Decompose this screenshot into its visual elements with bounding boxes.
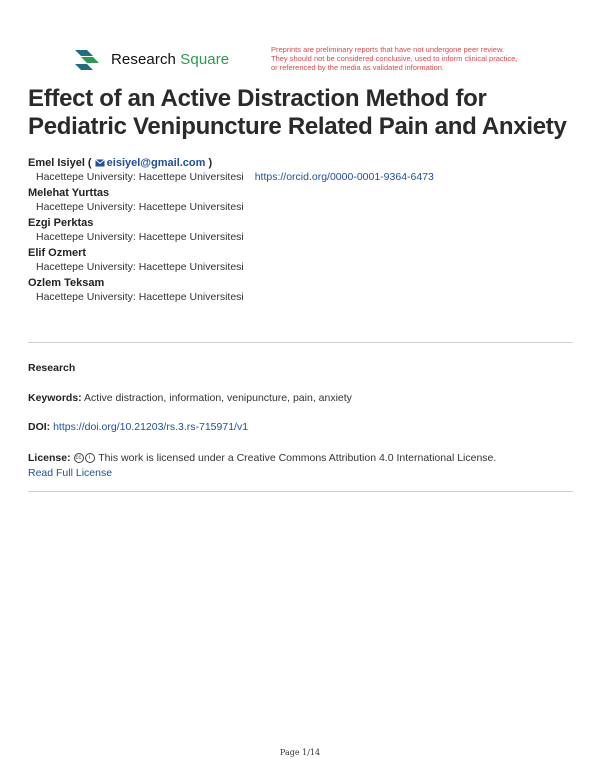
notice-line: They should not be considered conclusive, used to inform clinical practice, [271,54,518,63]
doi: DOI: https://doi.org/10.21203/rs.3.rs-715971/v1 [28,421,249,433]
author-affiliation: Hacettepe University: Hacettepe Universitesi [36,201,244,213]
envelope-icon [95,159,105,167]
research-square-logo[interactable] [73,47,229,71]
author-affiliation: Hacettepe University: Hacettepe Universitesi https://orcid.org/0000-0001-9364-6473 [36,171,434,183]
author-affiliation: Hacettepe University: Hacettepe Universitesi [36,231,244,243]
author-name: Ezgi Perktas [28,217,94,229]
divider [28,342,573,343]
cc-icon: cc [75,455,82,462]
author-name: Emel Isiyel ( eisiyel@gmail.com ) [28,157,213,169]
by-icon: i [85,453,95,463]
page-number: Page 1/14 [279,748,321,757]
keywords: Keywords: Active distraction, information, venipuncture, pain, anxiety [28,392,352,404]
author-affiliation: Hacettepe University: Hacettepe Universitesi [36,261,244,273]
divider [28,491,573,492]
article-type: Research [28,362,76,374]
author-affiliation: Hacettepe University: Hacettepe Universitesi [36,291,244,303]
read-full-license-link[interactable]: Read Full License [28,467,113,479]
research-square-logo-icon [73,47,103,71]
author-name: Elif Ozmert [28,247,87,259]
logo-text: Research Square [111,50,230,68]
author-list [28,154,578,304]
author-name: Melehat Yurttas [28,187,110,199]
doi-link[interactable]: https://doi.org/10.21203/rs.3.rs-715971/v1 [53,421,249,433]
paper-title: Effect of an Active Distraction Method for Pediatric Venipuncture Related Pain and Anxiety [28,85,567,140]
license: License: cc i This work is licensed under a Creative Commons Attribution 4.0 International License. Read Full License [28,452,497,479]
author-name: Ozlem Teksam [28,277,105,289]
notice-line: Preprints are preliminary reports that have not undergone peer review. [271,45,505,54]
preprint-notice [271,45,541,72]
orcid-link[interactable]: https://orcid.org/0000-0001-9364-6473 [254,171,434,183]
notice-line: or referenced by the media as validated information. [271,63,445,72]
email-link[interactable]: eisiyel@gmail.com [95,157,209,169]
